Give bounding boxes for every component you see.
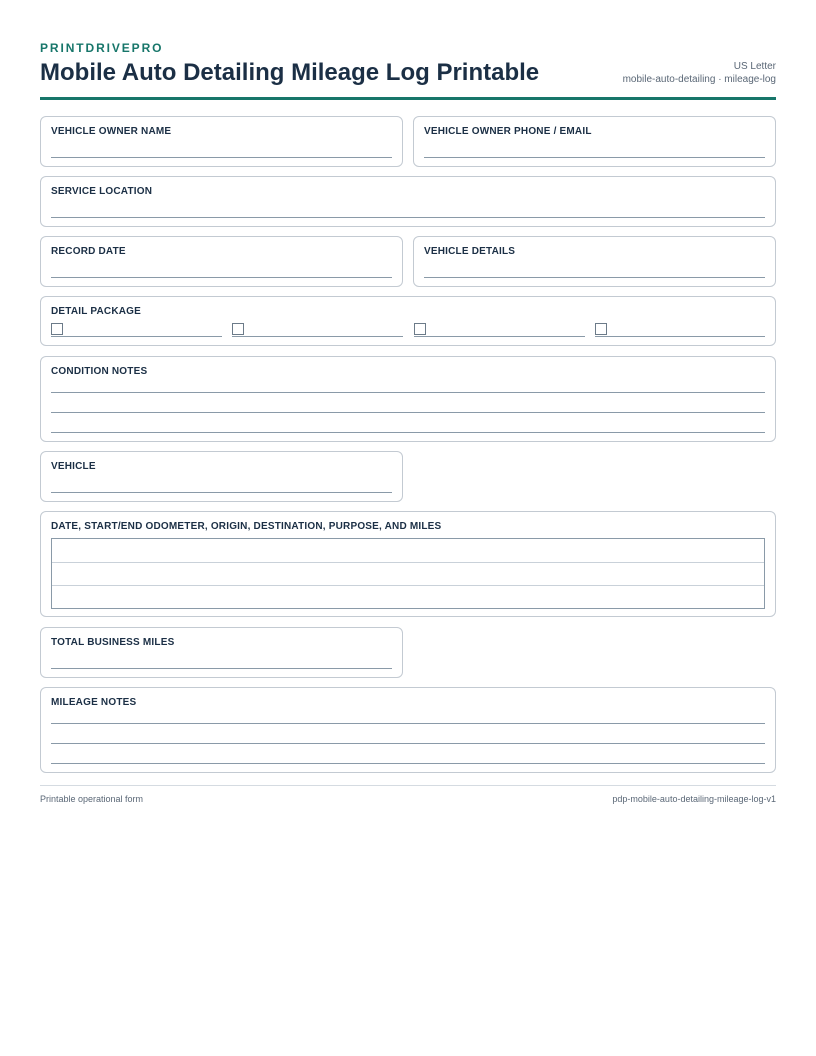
- table-row-divider: [52, 585, 764, 586]
- record-date-label: RECORD DATE: [51, 246, 126, 257]
- mileage-notes-label: MILEAGE NOTES: [51, 697, 137, 708]
- detail-package-label: DETAIL PACKAGE: [51, 306, 142, 317]
- notes-write-line[interactable]: [51, 763, 765, 764]
- checkbox[interactable]: [414, 323, 426, 335]
- total-miles-write-line[interactable]: [51, 668, 392, 669]
- table-row-divider: [52, 562, 764, 563]
- checkbox[interactable]: [51, 323, 63, 335]
- checkbox[interactable]: [595, 323, 607, 335]
- record-date-field[interactable]: [40, 236, 403, 287]
- notes-write-line[interactable]: [51, 412, 765, 413]
- notes-write-line[interactable]: [51, 723, 765, 724]
- option-write-line[interactable]: [414, 336, 585, 337]
- vehicle-label: VEHICLE: [51, 461, 96, 472]
- owner-contact-field[interactable]: [413, 116, 776, 167]
- notes-write-line[interactable]: [51, 432, 765, 433]
- page-title: Mobile Auto Detailing Mileage Log Printable: [40, 59, 540, 86]
- mileage-notes-field[interactable]: [40, 687, 776, 773]
- owner-name-write-line[interactable]: [51, 157, 392, 158]
- vehicle-details-write-line[interactable]: [424, 277, 765, 278]
- footer-description: Printable operational form: [40, 794, 144, 804]
- owner-contact-label: VEHICLE OWNER PHONE / EMAIL: [424, 126, 592, 137]
- footer-divider: [40, 785, 776, 786]
- detail-package-option[interactable]: [232, 323, 403, 337]
- footer-form-id: pdp-mobile-auto-detailing-mileage-log-v1: [612, 794, 776, 804]
- option-write-line[interactable]: [232, 336, 403, 337]
- service-location-field[interactable]: [40, 176, 776, 227]
- condition-notes-label: CONDITION NOTES: [51, 366, 148, 377]
- vehicle-details-label: VEHICLE DETAILS: [424, 246, 516, 257]
- vehicle-write-line[interactable]: [51, 492, 392, 493]
- vehicle-details-field[interactable]: [413, 236, 776, 287]
- total-miles-field[interactable]: [40, 627, 403, 678]
- service-location-label: SERVICE LOCATION: [51, 186, 153, 197]
- paper-size-label: US Letter: [733, 61, 776, 72]
- checkbox[interactable]: [232, 323, 244, 335]
- service-location-write-line[interactable]: [51, 217, 765, 218]
- header-divider: [40, 97, 776, 100]
- trip-log-label: DATE, START/END ODOMETER, ORIGIN, DESTINATION, PURPOSE, AND MILES: [51, 521, 442, 532]
- brand-name: PRINTDRIVEPRO: [40, 41, 164, 55]
- trip-log-field: [40, 511, 776, 617]
- notes-write-line[interactable]: [51, 392, 765, 393]
- notes-write-line[interactable]: [51, 743, 765, 744]
- option-write-line[interactable]: [51, 336, 222, 337]
- owner-name-label: VEHICLE OWNER NAME: [51, 126, 172, 137]
- document-meta: [623, 60, 776, 86]
- detail-package-option[interactable]: [595, 323, 765, 337]
- condition-notes-field[interactable]: [40, 356, 776, 442]
- owner-contact-write-line[interactable]: [424, 157, 765, 158]
- document-slug: mobile-auto-detailing · mileage-log: [622, 74, 776, 85]
- detail-package-option[interactable]: [51, 323, 222, 337]
- detail-package-option[interactable]: [414, 323, 585, 337]
- total-miles-label: TOTAL BUSINESS MILES: [51, 637, 175, 648]
- vehicle-field[interactable]: [40, 451, 403, 502]
- option-write-line[interactable]: [595, 336, 765, 337]
- record-date-write-line[interactable]: [51, 277, 392, 278]
- owner-name-field[interactable]: [40, 116, 403, 167]
- detail-package-field: [40, 296, 776, 346]
- trip-log-table[interactable]: [51, 538, 765, 609]
